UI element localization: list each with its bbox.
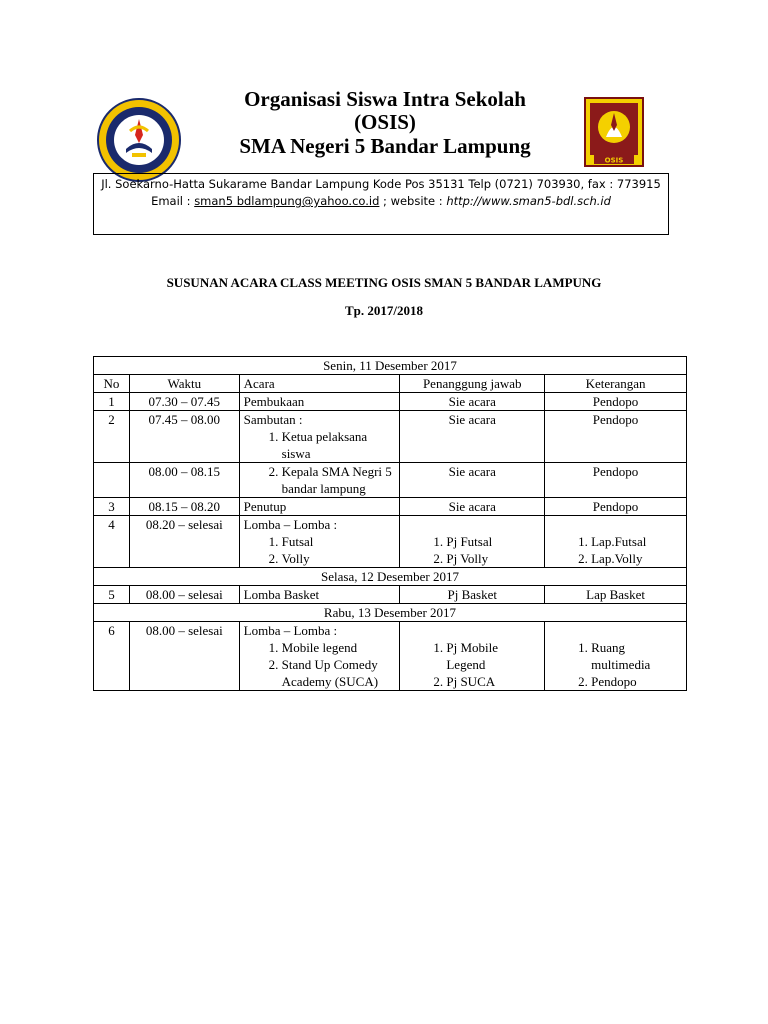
day-label: Selasa, 12 Desember 2017 (94, 568, 687, 586)
list-item: 2. Volly (282, 550, 396, 567)
list-item: 1. Ruang multimedia (591, 639, 682, 673)
cell-ket: Pendopo (545, 393, 687, 411)
col-header-ket: Keterangan (545, 375, 687, 393)
list-item: 1. Futsal (282, 533, 396, 550)
cell-no: 4 (94, 516, 130, 568)
cell-no: 3 (94, 498, 130, 516)
cell-waktu: 08.00 – 08.15 (129, 463, 239, 498)
website-label: ; website : (379, 194, 447, 208)
col-header-no: No (94, 375, 130, 393)
list-item: 1. Pj Mobile Legend (446, 639, 540, 673)
cell-ket: Pendopo (545, 411, 687, 463)
website-link[interactable]: http://www.sman5-bdl.sch.id (446, 194, 611, 208)
cell-pj: Pj Basket (400, 586, 545, 604)
header-row (94, 375, 687, 393)
list-item: 2. Pendopo (591, 673, 682, 690)
cell-ket (545, 516, 687, 568)
address-box (93, 173, 669, 235)
org-name-line1: Organisasi Siswa Intra Sekolah (244, 87, 526, 111)
cell-waktu: 07.30 – 07.45 (129, 393, 239, 411)
osis-logo (584, 97, 644, 167)
day-row (94, 568, 687, 586)
cell-no: 6 (94, 622, 130, 691)
email-label: Email : (151, 194, 195, 208)
list-item: 2. Stand Up Comedy Academy (SUCA) (282, 656, 396, 690)
acara-label: Sambutan : (243, 412, 303, 427)
cell-acara (239, 411, 400, 463)
list-item: 1. Lap.Futsal (591, 533, 682, 550)
acara-label: Lomba – Lomba : (243, 517, 338, 532)
cell-pj: Sie acara (400, 463, 545, 498)
cell-waktu: 08.20 – selesai (129, 516, 239, 568)
cell-acara (239, 622, 400, 691)
schedule-table (93, 356, 687, 691)
cell-ket: Pendopo (545, 463, 687, 498)
cell-acara (239, 463, 400, 498)
day-label: Senin, 11 Desember 2017 (94, 357, 687, 375)
cell-waktu: 08.00 – selesai (129, 586, 239, 604)
document-title: SUSUNAN ACARA CLASS MEETING OSIS SMAN 5 BANDAR LAMPUNG (166, 275, 602, 290)
cell-acara (239, 516, 400, 568)
cell-waktu: 08.00 – selesai (129, 622, 239, 691)
col-header-waktu: Waktu (129, 375, 239, 393)
cell-pj: Sie acara (400, 498, 545, 516)
col-header-pj: Penanggung jawab (400, 375, 545, 393)
cell-acara: Pembukaan (239, 393, 400, 411)
list-item: 2. Lap.Volly (591, 550, 682, 567)
cell-no (94, 463, 130, 498)
cell-pj (400, 622, 545, 691)
cell-no: 1 (94, 393, 130, 411)
org-name-line2: (OSIS) (354, 110, 416, 134)
table-row (94, 586, 687, 604)
cell-waktu: 07.45 – 08.00 (129, 411, 239, 463)
cell-ket: Pendopo (545, 498, 687, 516)
day-row (94, 604, 687, 622)
cell-acara: Lomba Basket (239, 586, 400, 604)
list-item: 2. Pj Volly (446, 550, 540, 567)
cell-ket: Lap Basket (545, 586, 687, 604)
col-header-acara: Acara (239, 375, 400, 393)
address-text: Jl. Soekarno-Hatta Sukarame Bandar Lampung Kode Pos 35131 Telp (0721) 703930, fax : 773915 (101, 177, 661, 191)
list-item: 1. Ketua pelaksana siswa (282, 428, 396, 462)
list-item: 2. Kepala SMA Negri 5 bandar lampung (282, 463, 396, 497)
cell-no: 2 (94, 411, 130, 463)
document-subtitle: Tp. 2017/2018 (344, 303, 423, 318)
cell-acara: Penutup (239, 498, 400, 516)
table-row (94, 411, 687, 463)
table-row (94, 463, 687, 498)
school-logo (96, 97, 182, 183)
table-row (94, 498, 687, 516)
cell-pj: Sie acara (400, 393, 545, 411)
day-row (94, 357, 687, 375)
acara-label: Lomba – Lomba : (243, 623, 338, 638)
list-item: 1. Pj Futsal (446, 533, 540, 550)
cell-pj (400, 516, 545, 568)
cell-ket (545, 622, 687, 691)
table-row (94, 622, 687, 691)
svg-text:OSIS: OSIS (604, 156, 624, 165)
contact-line (98, 194, 664, 209)
day-label: Rabu, 13 Desember 2017 (94, 604, 687, 622)
school-name: SMA Negeri 5 Bandar Lampung (239, 134, 531, 158)
table-row (94, 516, 687, 568)
cell-no: 5 (94, 586, 130, 604)
table-row (94, 393, 687, 411)
cell-waktu: 08.15 – 08.20 (129, 498, 239, 516)
list-item: 1. Mobile legend (282, 639, 396, 656)
list-item: 2. Pj SUCA (446, 673, 540, 690)
email-link[interactable]: sman5 bdlampung@yahoo.co.id (194, 194, 380, 208)
cell-pj: Sie acara (400, 411, 545, 463)
